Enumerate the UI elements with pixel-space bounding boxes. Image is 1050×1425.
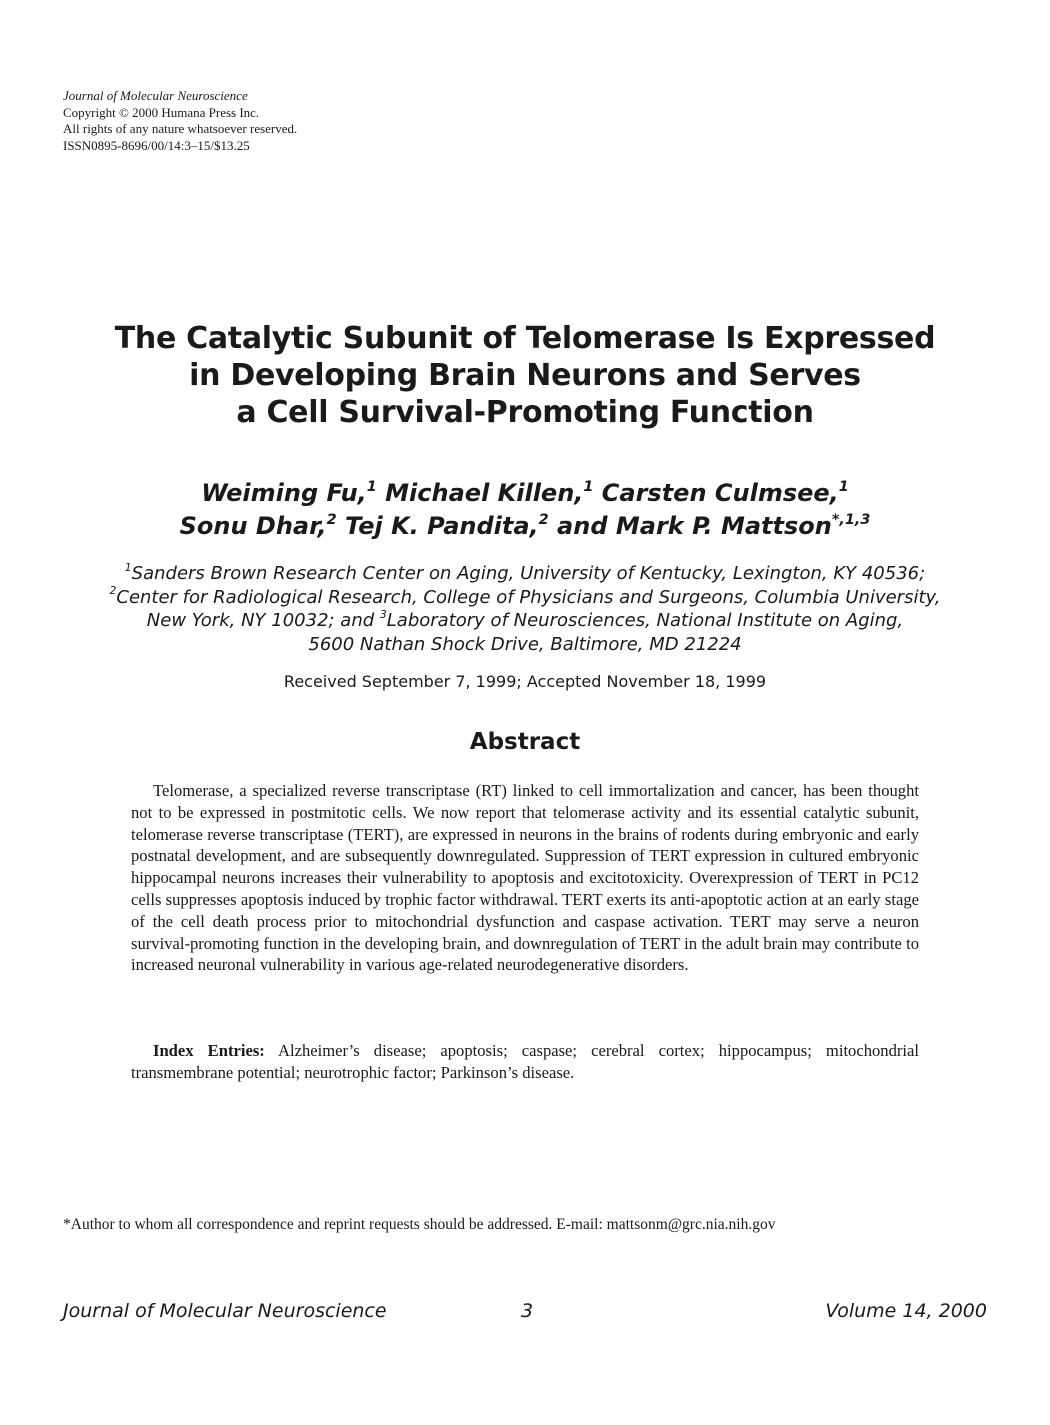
author-affil-mark: 1 [366,478,377,495]
abstract-body [131,780,919,976]
affiliation-line-2 [0,586,1050,610]
author-affil-mark: 2 [538,511,549,528]
author-name: Michael Killen, [385,479,584,507]
author-name: and Mark P. Mattson [557,512,832,540]
title-line-1: The Catalytic Subunit of Telomerase Is Expressed [114,321,936,356]
title-line-2: in Developing Brain Neurons and Serves [189,358,861,393]
author-name: Carsten Culmsee, [601,479,839,507]
author-affil-mark: 1 [583,478,594,495]
index-entries-text: Alzheimer’s disease; apoptosis; caspase; cerebral cortex; hippocampus; mitochondrial transmembrane potential; neurotrophic factor; Parkinson’s disease. [131,1041,920,1082]
correspondence-footnote: *Author to whom all correspondence and reprint requests should be addressed. E-mail: mattsonm@grc.nia.nih.gov [63,1216,776,1233]
author-name: Tej K. Pandita, [344,512,539,540]
issn-line: ISSN0895-8696/00/14:3–15/$13.25 [63,137,250,153]
journal-name: Journal of Molecular Neuroscience [63,88,248,103]
affil-mark: 3 [379,607,387,621]
footer-journal: Journal of Molecular Neuroscience [63,1300,387,1322]
journal-meta [63,88,297,154]
affiliation-line-4: 5600 Nathan Shock Drive, Baltimore, MD 21224 [308,633,742,655]
affil-mark: 1 [124,560,132,574]
affiliations [0,562,1050,656]
copyright-line: Copyright © 2000 Humana Press Inc. [63,104,260,120]
affil-text: New York, NY 10032; and [146,610,380,631]
author-line-1 [0,477,1050,510]
paper-title [0,320,1050,431]
title-line-3: a Cell Survival-Promoting Function [236,395,814,430]
index-entries-label: Index Entries: [153,1041,265,1060]
abstract-text: Telomerase, a specialized reverse transcriptase (RT) linked to cell immortalization and cancer, has been thought not to be expressed in postmitotic cells. We now report that telomerase activity and its essential catalytic subunit, telomerase reverse transcriptase (TERT), are expressed in neurons in the brains of rodents during embryonic and early postnatal development, and are subsequently downregulated. Suppression of TERT expression in cultured embryonic hippocampal neurons increases their vulnerability to apoptosis and excitotoxicity. Overexpression of TERT in PC12 cells suppresses apoptosis induced by trophic factor withdrawal. TERT exerts its anti-apoptotic action at an early stage of the cell death process prior to mitochondrial dysfunction and caspase activation. TERT may serve a neuron survival-promoting function in the developing brain, and downregulation of TERT in the adult brain may contribute to increased neuronal vulnerability in various age-related neurodegenerative disorders. [131,781,919,975]
affiliation-line-1 [0,562,1050,586]
author-affil-mark: 1 [838,478,849,495]
affil-text: Laboratory of Neurosciences, National Institute on Aging, [386,610,904,631]
author-line-2 [0,510,1050,543]
author-list [0,477,1050,543]
abstract-heading: Abstract [469,729,581,755]
page-number: 3 [521,1300,534,1322]
author-name: Sonu Dhar, [179,512,327,540]
affil-text: Center for Radiological Research, College of Physicians and Surgeons, Columbia University, [116,586,941,608]
rights-line: All rights of any nature whatsoever reserved. [63,121,298,136]
author-affil-mark: 2 [326,511,337,528]
received-dates: Received September 7, 1999; Accepted November 18, 1999 [283,672,767,691]
author-affil-mark: *,1,3 [831,511,871,528]
affil-mark: 2 [109,584,117,598]
footer-volume: Volume 14, 2000 [825,1300,987,1322]
author-name: Weiming Fu, [201,479,367,507]
index-entries-paragraph [131,1040,919,1084]
affil-text: Sanders Brown Research Center on Aging, University of Kentucky, Lexington, KY 40536; [131,563,926,584]
index-entries [131,1040,919,1084]
affiliation-line-3 [0,609,1050,633]
